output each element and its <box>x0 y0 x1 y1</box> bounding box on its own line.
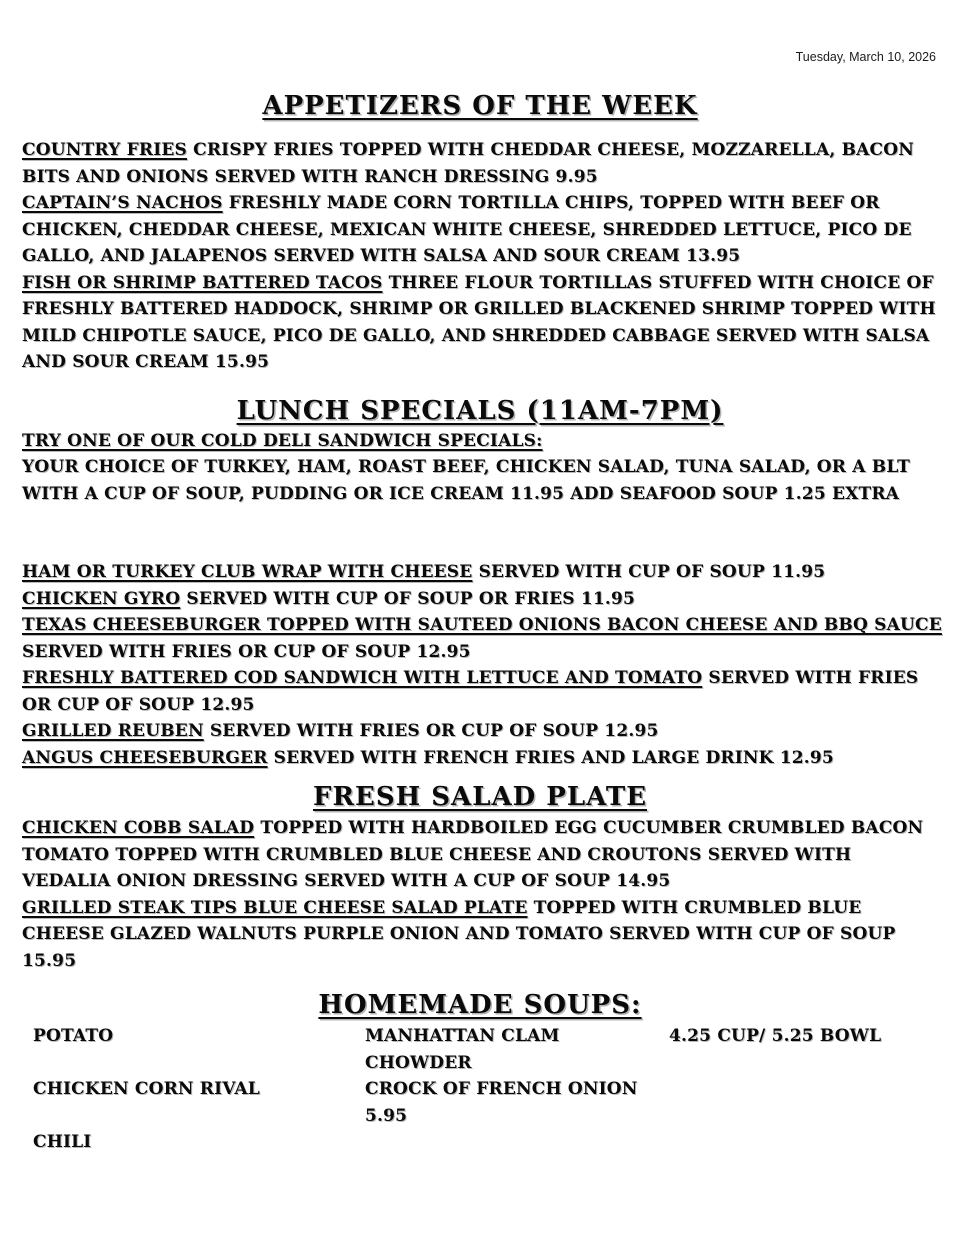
soup-name: CHICKEN CORN RIVAL <box>33 1079 260 1099</box>
menu-item-desc: TOPPED WITH HARDBOILED EGG CUCUMBER CRUMBLED BACON TOMATO TOPPED WITH CRUMBLED BLUE CHEESE AND CROUTONS SERVED WITH VEDALIA ONION DRESSING SERVED WITH A CUP OF SOUP 14.95 <box>22 818 924 891</box>
salad-title: FRESH SALAD PLATE <box>312 782 648 812</box>
soups-title: HOMEMADE SOUPS: <box>318 990 642 1020</box>
lunch-item <box>0 559 960 586</box>
soups-section-heading <box>0 990 960 1020</box>
lunch-item <box>0 718 960 745</box>
soup-name: CHILI <box>33 1132 92 1152</box>
lunch-item <box>0 586 960 613</box>
menu-item-name: GRILLED REUBEN <box>22 721 204 741</box>
soup-price: 4.25 CUP/ 5.25 BOWL <box>669 1026 882 1046</box>
lunch-item <box>0 745 960 772</box>
lunch-section-heading <box>0 396 960 426</box>
menu-item-name: TEXAS CHEESEBURGER TOPPED WITH SAUTEED ONIONS BACON CHEESE AND BBQ SAUCE <box>22 615 942 635</box>
soup-name: CROCK OF FRENCH ONION 5.95 <box>365 1079 638 1126</box>
menu-item-desc: SERVED WITH FRIES OR CUP OF SOUP 12.95 <box>22 641 471 662</box>
soup-price <box>669 1076 942 1129</box>
lunch-intro-body: YOUR CHOICE OF TURKEY, HAM, ROAST BEEF, CHICKEN SALAD, TUNA SALAD, OR A BLT WITH A CUP OF SOUP, PUDDING OR ICE CREAM 11.95 ADD SEAFOOD SOUP 1.25 EXTRA <box>22 457 910 504</box>
lunch-item <box>0 612 960 665</box>
lunch-item <box>0 665 960 718</box>
menu-item-name: COUNTRY FRIES <box>22 140 187 160</box>
section-spacer <box>0 507 960 559</box>
menu-item-name: FRESHLY BATTERED COD SANDWICH WITH LETTUCE AND TOMATO <box>22 668 703 688</box>
menu-item-name: CHICKEN COBB SALAD <box>22 818 255 838</box>
salad-item <box>0 895 960 975</box>
menu-item-name: CAPTAIN’S NACHOS <box>22 193 223 213</box>
soup-name <box>365 1129 669 1156</box>
lunch-intro <box>0 428 960 455</box>
soup-price <box>669 1129 942 1156</box>
menu-item-desc: THREE FLOUR TORTILLAS STUFFED WITH CHOICE OF FRESHLY BATTERED HADDOCK, SHRIMP OR GRILLED BLACKENED SHRIMP TOPPED WITH MILD CHIPOTLE SAUCE, PICO DE GALLO, AND SHREDDED CABBAGE SERVED WITH SALSA AND SOUR CREAM 15.95 <box>22 272 936 372</box>
menu-item-name: HAM OR TURKEY CLUB WRAP WITH CHEESE <box>22 562 473 582</box>
lunch-title: LUNCH SPECIALS (11AM-7PM) <box>236 395 724 426</box>
menu-item-desc: CRISPY FRIES TOPPED WITH CHEDDAR CHEESE, MOZZARELLA, BACON BITS AND ONIONS SERVED WITH RANCH DRESSING 9.95 <box>22 140 915 187</box>
appetizers-section-heading <box>0 91 960 121</box>
soups-table <box>0 1023 960 1156</box>
menu-item-desc: SERVED WITH FRENCH FRIES AND LARGE DRINK 12.95 <box>273 747 834 768</box>
soup-name: MANHATTAN CLAM CHOWDER <box>365 1026 560 1073</box>
menu-item-desc: FRESHLY MADE CORN TORTILLA CHIPS, TOPPED WITH BEEF OR CHICKEN, CHEDDAR CHEESE, MEXICAN WHITE CHEESE, SHREDDED LETTUCE, PICO DE GALLO, AND JALAPENOS SERVED WITH SALSA AND SOUR CREAM 13.95 <box>22 193 912 266</box>
appetizer-item <box>0 270 960 376</box>
menu-item-desc: SERVED WITH CUP OF SOUP 11.95 <box>478 562 826 582</box>
menu-item-name: ANGUS CHEESEBURGER <box>22 747 268 768</box>
menu-item-desc: SERVED WITH FRIES OR CUP OF SOUP 12.95 <box>209 721 659 741</box>
salad-section-heading <box>0 782 960 812</box>
menu-item-desc: TOPPED WITH CRUMBLED BLUE CHEESE GLAZED WALNUTS PURPLE ONION AND TOMATO SERVED WITH CUP OF SOUP 15.95 <box>22 897 896 971</box>
salad-item <box>0 815 960 895</box>
menu-item-name: CHICKEN GYRO <box>22 588 181 609</box>
menu-item-desc: SERVED WITH FRIES OR CUP OF SOUP 12.95 <box>22 668 919 715</box>
appetizer-item <box>0 137 960 190</box>
appetizer-item <box>0 190 960 270</box>
menu-item-name: GRILLED STEAK TIPS BLUE CHEESE SALAD PLATE <box>22 897 528 918</box>
menu-item-name: FISH OR SHRIMP BATTERED TACOS <box>22 272 383 293</box>
appetizers-title: APPETIZERS OF THE WEEK <box>262 91 698 121</box>
menu-item-desc: SERVED WITH CUP OF SOUP OR FRIES 11.95 <box>186 588 636 609</box>
lunch-intro-heading: TRY ONE OF OUR COLD DELI SANDWICH SPECIALS: <box>22 430 543 451</box>
soup-name: POTATO <box>33 1026 114 1046</box>
document-date: Tuesday, March 10, 2026 <box>795 50 936 64</box>
